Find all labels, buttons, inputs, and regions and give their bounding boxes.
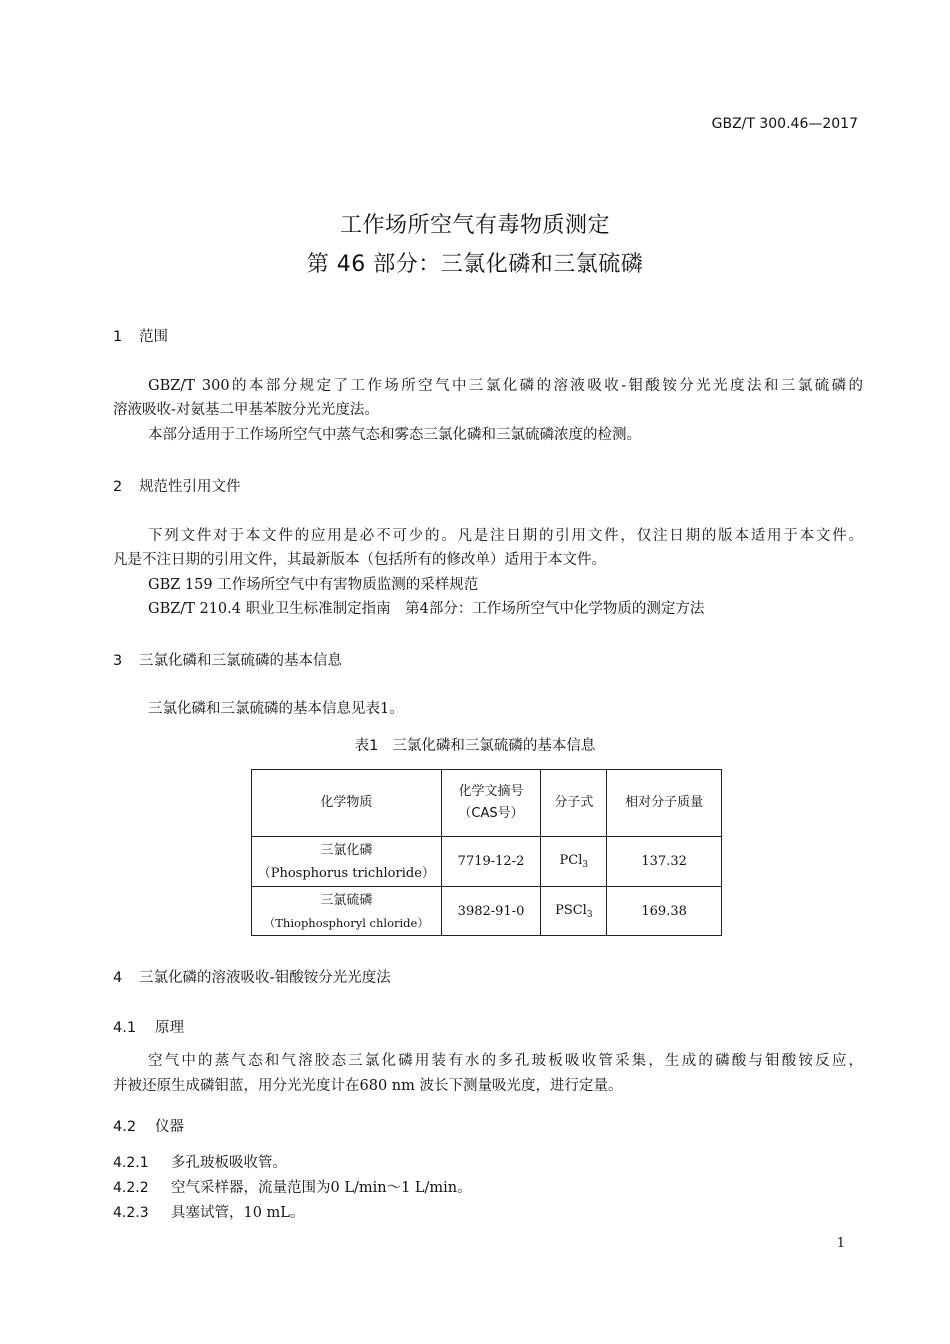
section-title: 三氯化磷的溶液吸收-钼酸铵分光光度法 [139, 970, 391, 986]
cell-substance [252, 837, 442, 887]
table-caption-title: 三氯化磷和三氯硫磷的基本信息 [392, 738, 596, 754]
header-substance: 化学物质 [252, 770, 442, 837]
substance-name-en: （Phosphorus trichloride） [257, 865, 435, 881]
cell-substance [252, 887, 442, 936]
list-item [113, 1176, 472, 1197]
section-1-paragraph-1-line-1: GBZ/T 300的本部分规定了工作场所空气中三氯化磷的溶液吸收-钼酸铵分光光度法和三氯硫磷的 [148, 378, 863, 394]
table-row [252, 837, 722, 887]
section-3-heading [113, 649, 342, 670]
cell-cas: 3982-91-0 [441, 887, 541, 936]
section-3-paragraph: 三氯化磷和三氯硫磷的基本信息见表1。 [148, 701, 404, 717]
cell-formula [541, 837, 607, 887]
section-number: 1 [113, 329, 123, 345]
formula-subscript: 3 [582, 860, 589, 870]
table-caption-number: 表1 [354, 738, 379, 754]
header-cas [441, 770, 541, 837]
substance-name-en: （Thiophosphoryl chloride） [263, 916, 429, 930]
section-2-paragraph-1-line-1: 下列文件对于本文件的应用是必不可少的。凡是注日期的引用文件，仅注日期的版本适用于本文件。 [148, 528, 863, 544]
section-4-1-paragraph-line-1: 空气中的蒸气态和气溶胶态三氯化磷用装有水的多孔玻板吸收管采集，生成的磷酸与钼酸铵反应， [148, 1053, 863, 1069]
section-1-paragraph-1-line-2: 溶液吸收-对氨基二甲基苯胺分光光度法。 [113, 402, 379, 418]
item-text: 空气采样器，流量范围为0 L/min～1 L/min。 [171, 1180, 472, 1196]
cell-mass: 169.38 [607, 887, 722, 936]
section-title: 范围 [139, 329, 168, 345]
table-row [252, 887, 722, 936]
section-1-paragraph-2: 本部分适用于工作场所空气中蒸气态和雾态三氯化磷和三氯硫磷浓度的检测。 [148, 427, 641, 443]
section-4-1-heading [113, 1016, 184, 1037]
section-number: 4 [113, 970, 123, 986]
section-title: 原理 [155, 1020, 184, 1036]
section-2-heading [113, 475, 241, 496]
item-text: 具塞试管，10 mL。 [171, 1205, 305, 1221]
section-1-heading [113, 325, 168, 346]
section-title: 规范性引用文件 [139, 479, 241, 495]
reference-gbz-159: GBZ 159 工作场所空气中有害物质监测的采样规范 [148, 577, 479, 593]
cell-mass: 137.32 [607, 837, 722, 887]
item-number: 4.2.3 [113, 1205, 149, 1221]
section-number: 4.2 [113, 1119, 137, 1135]
section-4-1-paragraph-line-2: 并被还原生成磷钼蓝，用分光光度计在680 nm 波长下测量吸光度，进行定量。 [113, 1078, 623, 1094]
table-1 [251, 769, 722, 936]
formula-main: PSCl [555, 902, 587, 918]
section-title: 仪器 [155, 1119, 184, 1135]
cell-cas: 7719-12-2 [441, 837, 541, 887]
section-number: 4.1 [113, 1020, 137, 1036]
page-number: 1 [836, 1236, 845, 1251]
cell-formula [541, 887, 607, 936]
table-header-row [252, 770, 722, 837]
header-mass: 相对分子质量 [607, 770, 722, 837]
substance-name-cn: 三氯硫磷 [320, 893, 373, 908]
document-title-line2: 第 46 部分：三氯化磷和三氯硫磷 [306, 252, 644, 277]
list-item [113, 1151, 287, 1172]
reference-gbzt-210-4: GBZ/T 210.4 职业卫生标准制定指南 第4部分：工作场所空气中化学物质的测定方法 [148, 601, 705, 617]
formula-subscript: 3 [586, 909, 593, 920]
table-1-caption [0, 734, 950, 755]
header-formula: 分子式 [541, 770, 607, 837]
section-2-paragraph-1-line-2: 凡是不注日期的引用文件，其最新版本（包括所有的修改单）适用于本文件。 [113, 552, 606, 568]
document-title-line1: 工作场所空气有毒物质测定 [339, 213, 610, 238]
list-item [113, 1201, 304, 1222]
section-title: 三氯化磷和三氯硫磷的基本信息 [139, 653, 342, 669]
formula-main: PCl [559, 853, 583, 868]
item-text: 多孔玻板吸收管。 [171, 1155, 287, 1171]
item-number: 4.2.1 [113, 1155, 149, 1171]
section-number: 2 [113, 479, 123, 495]
section-4-heading [113, 966, 391, 987]
header-cas-line2: （CAS号） [458, 806, 524, 821]
item-number: 4.2.2 [113, 1180, 149, 1196]
substance-name-cn: 三氯化磷 [320, 842, 373, 858]
section-4-2-heading [113, 1115, 184, 1136]
header-cas-line1: 化学文摘号 [458, 784, 524, 799]
standard-code: GBZ/T 300.46—2017 [711, 116, 858, 132]
section-number: 3 [113, 653, 123, 669]
